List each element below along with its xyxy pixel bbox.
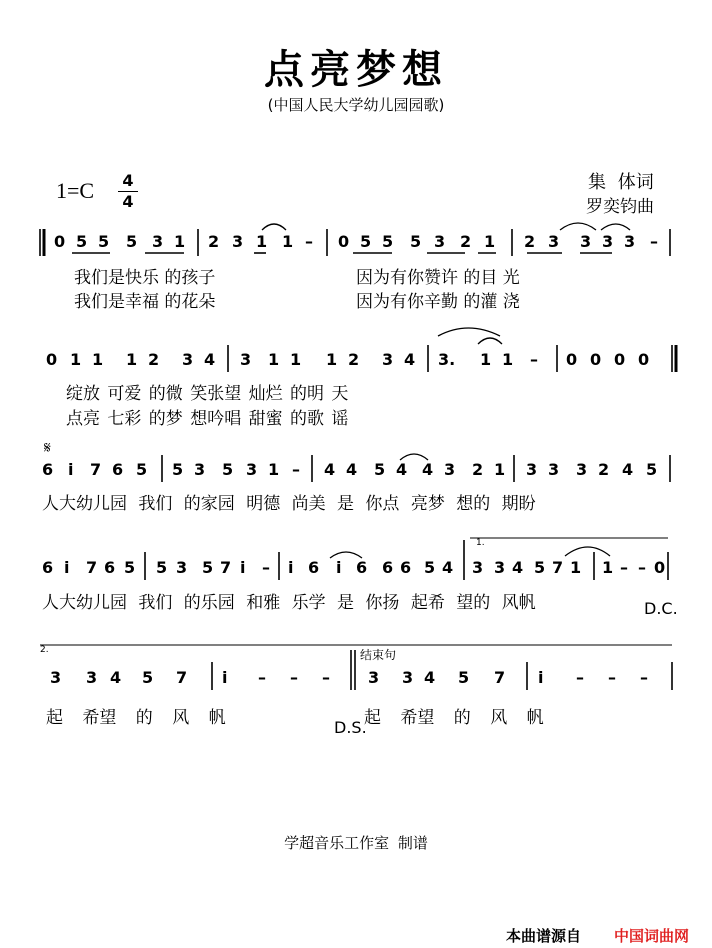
note: 1	[484, 232, 496, 251]
note: 5	[142, 668, 154, 687]
note: 5	[374, 460, 386, 479]
note: 7	[220, 558, 232, 577]
note: 3	[602, 232, 614, 251]
note: 3	[240, 350, 252, 369]
note: 3	[246, 460, 258, 479]
note: 4	[404, 350, 416, 369]
note: 6	[104, 558, 116, 577]
lyric-line: 起 希望 的 风 帆	[364, 708, 544, 728]
lyric-line: 我们是幸福 的花朵	[74, 292, 216, 312]
note: 1	[602, 558, 614, 577]
dc-marker: D.C.	[644, 599, 678, 618]
note: 6	[112, 460, 124, 479]
note: 5	[222, 460, 234, 479]
source-label: 本曲谱源自	[506, 927, 582, 945]
note: 5	[360, 232, 372, 251]
note: 5	[382, 232, 394, 251]
note: 5	[202, 558, 214, 577]
note: 3	[182, 350, 194, 369]
note: 5	[410, 232, 422, 251]
note: 4	[512, 558, 524, 577]
note: 7	[86, 558, 98, 577]
note: 6	[356, 558, 368, 577]
note: 3	[576, 460, 588, 479]
note: 3	[382, 350, 394, 369]
system-5	[0, 668, 712, 704]
note: 3	[194, 460, 206, 479]
note: 4	[442, 558, 454, 577]
note: 1	[70, 350, 82, 369]
lyric-line: 人大幼儿园 我们 的家园 明德 尚美 是 你点 亮梦 想的 期盼	[42, 494, 536, 514]
note: –	[638, 558, 646, 577]
note: 1	[268, 460, 280, 479]
note: 1	[268, 350, 280, 369]
note: 4	[622, 460, 634, 479]
ds-marker: D.S.	[334, 718, 367, 737]
segno-sign: 𝄋	[44, 438, 51, 457]
note: –	[530, 350, 538, 369]
lyric-line: 绽放 可爱 的微 笑张望 灿烂 的明 天	[66, 384, 349, 404]
note: 3	[580, 232, 592, 251]
note: 1	[290, 350, 302, 369]
source-site-link[interactable]: 中国词曲网	[614, 927, 690, 945]
meter-bottom: 4	[122, 192, 134, 211]
note: 5	[534, 558, 546, 577]
ending-label: 结束句	[360, 648, 397, 662]
note: 2	[598, 460, 610, 479]
note: 3	[86, 668, 98, 687]
note: 4	[204, 350, 216, 369]
volta-1-label: 1.	[476, 538, 485, 548]
note: 1	[92, 350, 104, 369]
note: 1	[326, 350, 338, 369]
note: 3	[472, 558, 484, 577]
footer-credit: 学超音乐工作室 制谱	[284, 834, 428, 852]
note: 5	[156, 558, 168, 577]
note: –	[576, 668, 584, 687]
note: 3	[624, 232, 636, 251]
note: 1	[570, 558, 582, 577]
note: 1	[502, 350, 514, 369]
volta-2-label: 2.	[40, 645, 49, 655]
note: 3	[152, 232, 164, 251]
note: 5	[136, 460, 148, 479]
lyric-line: 人大幼儿园 我们 的乐园 和雅 乐学 是 你扬 起希 望的 风帆	[42, 593, 536, 613]
note: 7	[90, 460, 102, 479]
note: –	[640, 668, 648, 687]
note: 3	[444, 460, 456, 479]
note: 0	[638, 350, 650, 369]
lyric-line: 点亮 七彩 的梦 想吟唱 甜蜜 的歌 谣	[66, 409, 349, 429]
page-title: 点亮梦想	[264, 47, 448, 93]
note: i	[288, 558, 294, 577]
note: i	[336, 558, 342, 577]
note: i	[240, 558, 246, 577]
note: 1	[494, 460, 506, 479]
note: 0	[590, 350, 602, 369]
note: 2	[208, 232, 220, 251]
subtitle: (中国人民大学幼儿园园歌)	[267, 96, 445, 114]
note: 2	[472, 460, 484, 479]
note: 4	[346, 460, 358, 479]
note: 1	[256, 232, 268, 251]
note: –	[258, 668, 266, 687]
note: 3	[368, 668, 380, 687]
note: 1	[174, 232, 186, 251]
note: 5	[126, 232, 138, 251]
note: 2	[460, 232, 472, 251]
note: 4	[110, 668, 122, 687]
note: i	[222, 668, 228, 687]
note: –	[620, 558, 628, 577]
lyric-line: 因为有你赞许 的目 光	[356, 268, 520, 288]
note: 1	[282, 232, 294, 251]
note: 3	[232, 232, 244, 251]
note: 4	[422, 460, 434, 479]
note: 3	[434, 232, 446, 251]
key-signature: 1=C	[56, 178, 95, 203]
note: 7	[552, 558, 564, 577]
note: 6	[382, 558, 394, 577]
note: 5	[124, 558, 136, 577]
note: –	[305, 232, 313, 251]
meter-top: 4	[122, 171, 134, 190]
note: 2	[524, 232, 536, 251]
note: –	[608, 668, 616, 687]
note: 5	[172, 460, 184, 479]
note: 5	[98, 232, 110, 251]
note: 3.	[438, 350, 456, 369]
note: –	[290, 668, 298, 687]
note: 0	[654, 558, 666, 577]
note: 0	[614, 350, 626, 369]
note: 0	[338, 232, 350, 251]
note: i	[68, 460, 74, 479]
note: 6	[308, 558, 320, 577]
note: 5	[646, 460, 658, 479]
note: 6	[42, 558, 54, 577]
note: 3	[548, 232, 560, 251]
note: 0	[54, 232, 66, 251]
lyric-line: 因为有你辛勤 的灌 浇	[356, 292, 520, 312]
note: 5	[458, 668, 470, 687]
note: 3	[176, 558, 188, 577]
composer-credit: 罗奕钧曲	[586, 197, 654, 217]
lyricist-credit: 集 体词	[588, 172, 654, 193]
note: 7	[176, 668, 188, 687]
note: 4	[324, 460, 336, 479]
note: 2	[148, 350, 160, 369]
note: 1	[480, 350, 492, 369]
note: 3	[402, 668, 414, 687]
note: 5	[76, 232, 88, 251]
lyric-line: 起 希望 的 风 帆	[46, 708, 226, 728]
note: –	[262, 558, 270, 577]
note: 3	[494, 558, 506, 577]
note: –	[650, 232, 658, 251]
note: i	[538, 668, 544, 687]
note: 4	[424, 668, 436, 687]
note: 1	[126, 350, 138, 369]
note: 5	[424, 558, 436, 577]
note: 0	[566, 350, 578, 369]
note: 6	[42, 460, 54, 479]
note: 4	[396, 460, 408, 479]
note: 6	[400, 558, 412, 577]
note: 7	[494, 668, 506, 687]
note: 2	[348, 350, 360, 369]
note: 3	[50, 668, 62, 687]
note: 3	[548, 460, 560, 479]
note: –	[322, 668, 330, 687]
note: i	[64, 558, 70, 577]
note: 0	[46, 350, 58, 369]
note: –	[292, 460, 300, 479]
note: 3	[526, 460, 538, 479]
lyric-line: 我们是快乐 的孩子	[74, 268, 216, 288]
